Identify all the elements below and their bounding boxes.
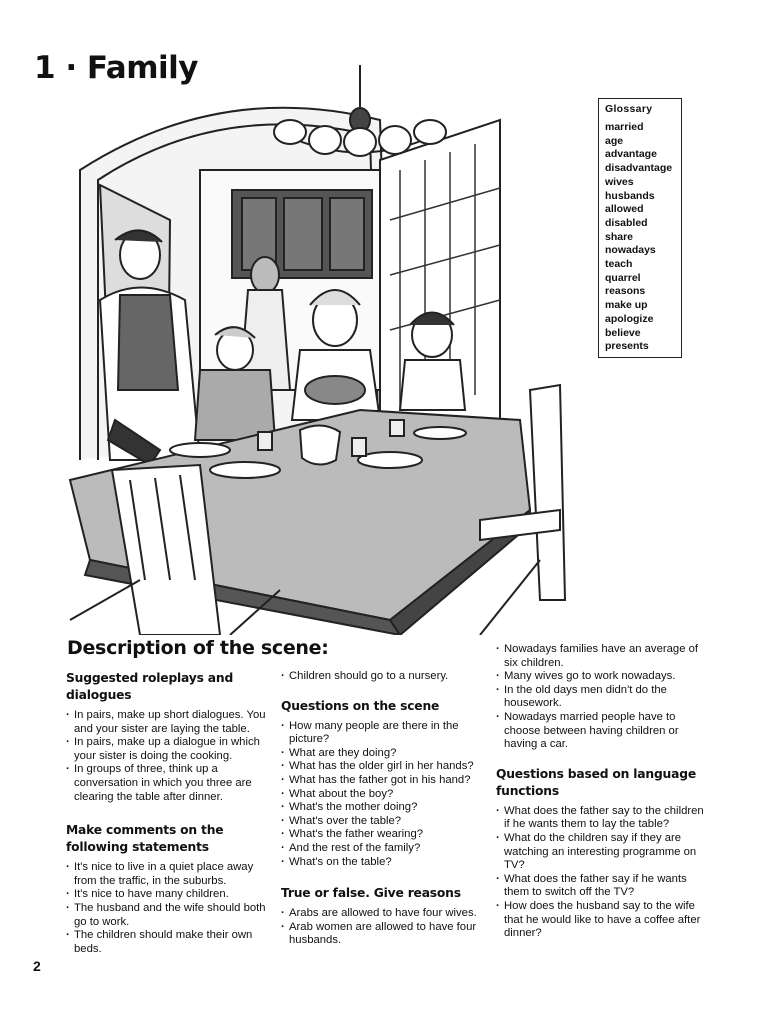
list-item: · In groups of three, think up a conversation in which you three are clearing the table after dinner. <box>66 763 276 804</box>
list-item: · Nowadays families have an average of six children. <box>496 643 708 670</box>
glossary-word: advantage <box>605 148 657 161</box>
section-title: Description of the scene: <box>67 637 329 659</box>
family-dinner-illustration <box>60 60 590 635</box>
column-middle <box>281 670 489 960</box>
comments-list <box>66 861 276 956</box>
list-item: · What does the father say if he wants them to switch off the TV? <box>496 873 708 900</box>
list-item: · What are they doing? <box>281 747 489 761</box>
true-false-heading: True or false. Give reasons <box>281 886 461 901</box>
questions-scene-list <box>281 720 489 870</box>
list-item: · And the rest of the family? <box>281 842 489 856</box>
roleplays-heading: Suggested roleplays and dialogues <box>66 671 234 702</box>
page-number: 2 <box>33 958 41 974</box>
list-item: · How many people are there in the picture? <box>281 720 489 747</box>
glossary-word: reasons <box>605 285 646 298</box>
glossary-word: share <box>605 230 634 243</box>
list-item: · The children should make their own beds. <box>66 929 276 956</box>
list-item: · What's over the table? <box>281 815 489 829</box>
list-item: · What about the boy? <box>281 788 489 802</box>
language-heading: Questions based on language functions <box>496 766 696 798</box>
list-item: · In pairs, make up a dialogue in which your sister is doing the cooking. <box>66 736 276 763</box>
true-false-list-continued <box>496 643 708 752</box>
list-item: · What has the father got in his hand? <box>281 774 489 788</box>
list-item: · In pairs, make up short dialogues. You and your sister are laying the table. <box>66 709 276 736</box>
glossary-word: married <box>605 121 644 133</box>
comments-heading: Make comments on the following statements <box>66 823 224 855</box>
glossary-box <box>598 98 682 358</box>
list-item: · What's the mother doing? <box>281 801 489 815</box>
glossary-word: wives <box>605 175 634 188</box>
column-left <box>66 670 276 968</box>
questions-scene-heading: Questions on the scene <box>281 698 440 713</box>
glossary-word: disadvantage <box>605 162 673 175</box>
list-item: · Many wives go to work nowadays. <box>496 670 708 684</box>
list-item: · It's nice to live in a quiet place away from the traffic, in the suburbs. <box>66 861 276 888</box>
comments-list-continued <box>281 670 489 684</box>
list-item: · What does the father say to the children if he wants them to lay the table? <box>496 805 708 832</box>
glossary-word: quarrel <box>605 271 641 284</box>
list-item: · How does the husband say to the wife that he would like to have a coffee after dinner? <box>496 900 708 941</box>
glossary-word: presents <box>605 340 649 353</box>
glossary-word: apologize <box>605 312 654 325</box>
list-item: · Children should go to a nursery. <box>281 670 489 684</box>
list-item: · Arab women are allowed to have four husbands. <box>281 921 489 948</box>
roleplays-list <box>66 709 276 804</box>
glossary-word: allowed <box>605 203 644 216</box>
glossary-word: husbands <box>605 189 655 202</box>
glossary-list <box>605 121 681 354</box>
list-item: · What's on the table? <box>281 856 489 870</box>
list-item: · What has the older girl in her hands? <box>281 760 489 774</box>
list-item: · What's the father wearing? <box>281 828 489 842</box>
glossary-word: disabled <box>605 216 648 229</box>
list-item: · What do the children say if they are watching an interesting programme on TV? <box>496 832 708 873</box>
glossary-word: make up <box>605 299 648 312</box>
glossary-word: nowadays <box>605 244 656 257</box>
list-item: · Nowadays married people have to choose between having children or having a car. <box>496 711 708 752</box>
glossary-word: age <box>605 134 624 147</box>
list-item: · In the old days men didn't do the housework. <box>496 684 708 711</box>
list-item: · It's nice to have many children. <box>66 888 276 902</box>
language-list <box>496 805 708 941</box>
page-title: 1 · Family <box>34 50 198 86</box>
list-item: · The husband and the wife should both go to work. <box>66 902 276 929</box>
glossary-word: believe <box>605 326 641 339</box>
true-false-list <box>281 907 489 948</box>
glossary-heading: Glossary <box>605 103 653 115</box>
list-item: · Arabs are allowed to have four wives. <box>281 907 489 921</box>
column-right <box>496 643 708 953</box>
glossary-word: teach <box>605 258 633 271</box>
